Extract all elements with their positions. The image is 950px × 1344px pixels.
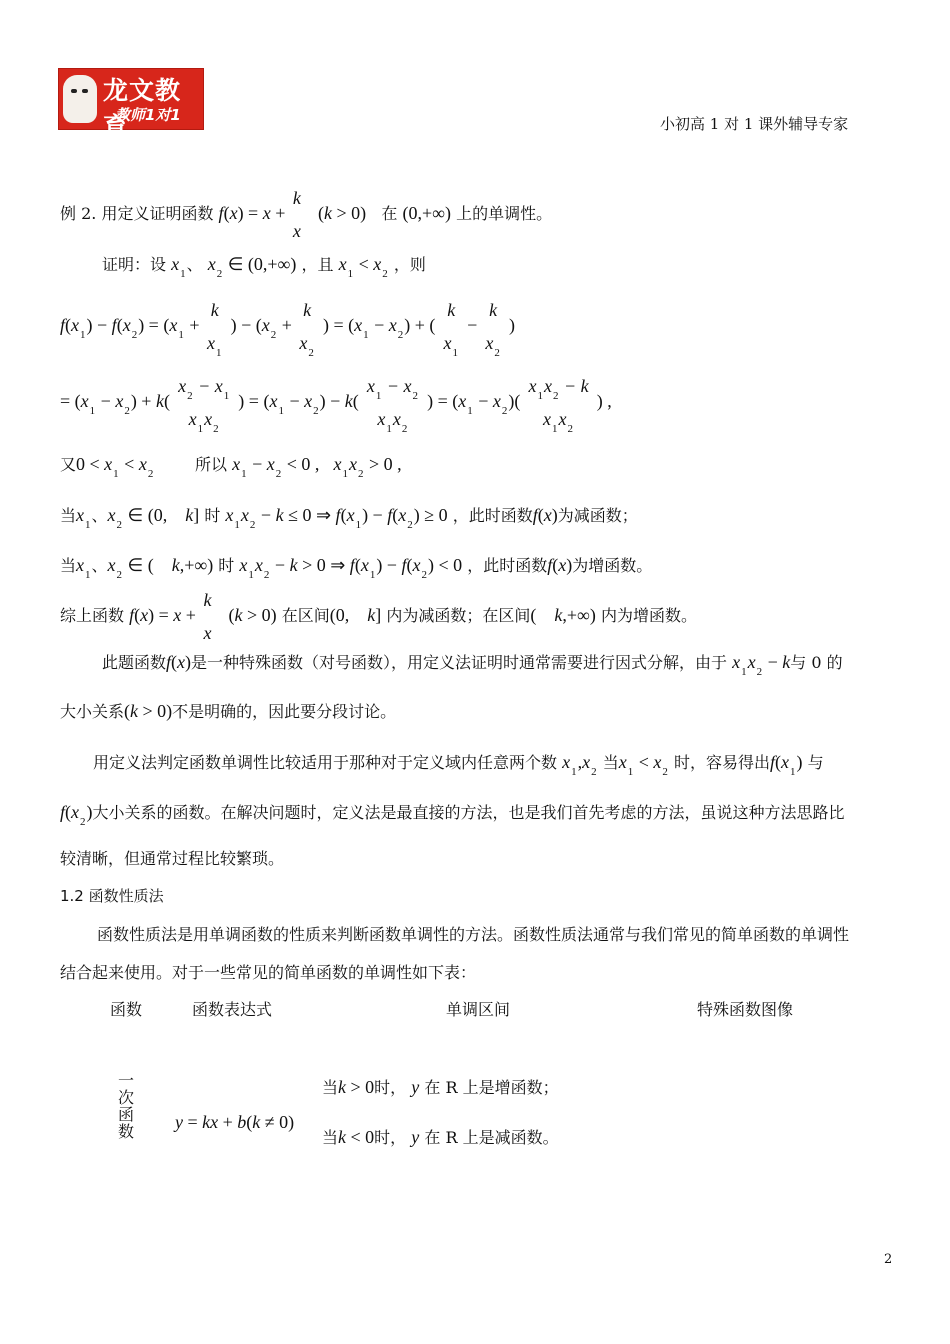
proof-case-1: 当$x_1$、$x_2$ ∈ (0, k] 时 $x_1x_2 - k \le 0$ ⇒ $f(x_1) - f(x_2) \ge 0$ ，此时函数f(x)为减函数； [60, 505, 638, 531]
proof-summary: 综上函数 f(x) = x + k x (k > 0) 在区间(0, k] 内为减函数；在区间( k,+∞) 内为增函数。 [60, 590, 697, 643]
table-row-linear-name: 一 次 函 数 [118, 1071, 135, 1141]
table-header-expression: 函数表达式 [192, 1000, 273, 1019]
note-paragraph-2-line-2: $f(x_2)$大小关系的函数。在解决问题时，定义法是最直接的方法，也是我们首先考虑的方法，虽说这种方法思路比 [60, 802, 845, 828]
section-paragraph-line-1: 函数性质法是用单调函数的性质来判断函数单调性的方法。函数性质法通常与我们常见的简单函数的单调性 [97, 925, 850, 944]
logo-title: 龙文教育 [103, 76, 182, 141]
table-row-linear-decreasing: 当k < 0时， y 在 R 上是减函数。 [322, 1127, 559, 1147]
table-header-graph: 特殊函数图像 [697, 1000, 794, 1019]
note-paragraph-2-line-1: 用定义法判定函数单调性比较适用于那种对于定义域内任意两个数 $x_1,x_2$ 当$x_1 < x_2$ 时，容易得出$f(x_1)$ 与 [93, 752, 824, 778]
table-row-linear-expression: y = kx + b(k ≠ 0) [175, 1112, 295, 1132]
proof-line-1: $f(x_1) - f(x_2) = (x_1$ + k $x_1$ ) − ($x_2$ + k $x_2$ ) = $(x_1 - x_2)$ + ( k $x_1$ − k $x_2$ ) [60, 300, 515, 359]
logo-subtitle: 教师1对1 [115, 106, 181, 124]
logo [58, 68, 204, 141]
section-paragraph-line-2: 结合起来使用。对于一些常见的简单函数的单调性如下表： [60, 963, 477, 982]
proof-line-3: 又$0 < x_1 < x_2$ 所以 $x_1 - x_2 < 0$ , $x_1x_2 > 0$ , [60, 454, 402, 480]
section-heading: 1.2 函数性质法 [60, 887, 164, 905]
table-row-linear-increasing: 当k > 0时， y 在 R 上是增函数； [322, 1077, 559, 1097]
logo-face-icon [63, 75, 97, 123]
note-paragraph-1-line-1: 此题函数f(x)是一种特殊函数（对号函数），用定义法证明时通常需要进行因式分解，由于 $x_1x_2 - k$与 0 的 [102, 652, 843, 678]
header-slogan: 小初高 1 对 1 课外辅导专家 [660, 115, 849, 133]
proof-case-2: 当$x_1$、$x_2$ ∈ ( k,+∞) 时 $x_1x_2 - k > 0$ ⇒ $f(x_1) - f(x_2) < 0$ ，此时函数f(x)为增函数。 [60, 555, 653, 581]
table-header-function: 函数 [110, 1000, 143, 1019]
table-header-interval: 单调区间 [446, 1000, 511, 1019]
page-number: 2 [884, 1252, 893, 1267]
example-statement: 例 2. 用定义证明函数 f(x) = x + k x (k > 0) 在 (0,+∞) 上的单调性。 [60, 188, 553, 241]
proof-setup: 证明：设 $x_1$、 $x_2$ ∈ (0,+∞) ，且 $x_1 < x_2$ ，则 [102, 254, 426, 280]
note-paragraph-2-line-3: 较清晰，但通常过程比较繁琐。 [60, 849, 285, 868]
note-paragraph-1-line-2: 大小关系(k > 0)不是明确的，因此要分段讨论。 [60, 701, 397, 721]
proof-line-2: = $(x_1 - x_2) + k$( $x_2 - x_1$ $x_1x_2$ ) = $(x_1 - x_2) - k$( $x_1 - x_2$ $x_1x_2$ ) = $(x_1 - x_2)$( $x_1x_2 - k$ $x_1x_2$ ) , [60, 376, 612, 435]
